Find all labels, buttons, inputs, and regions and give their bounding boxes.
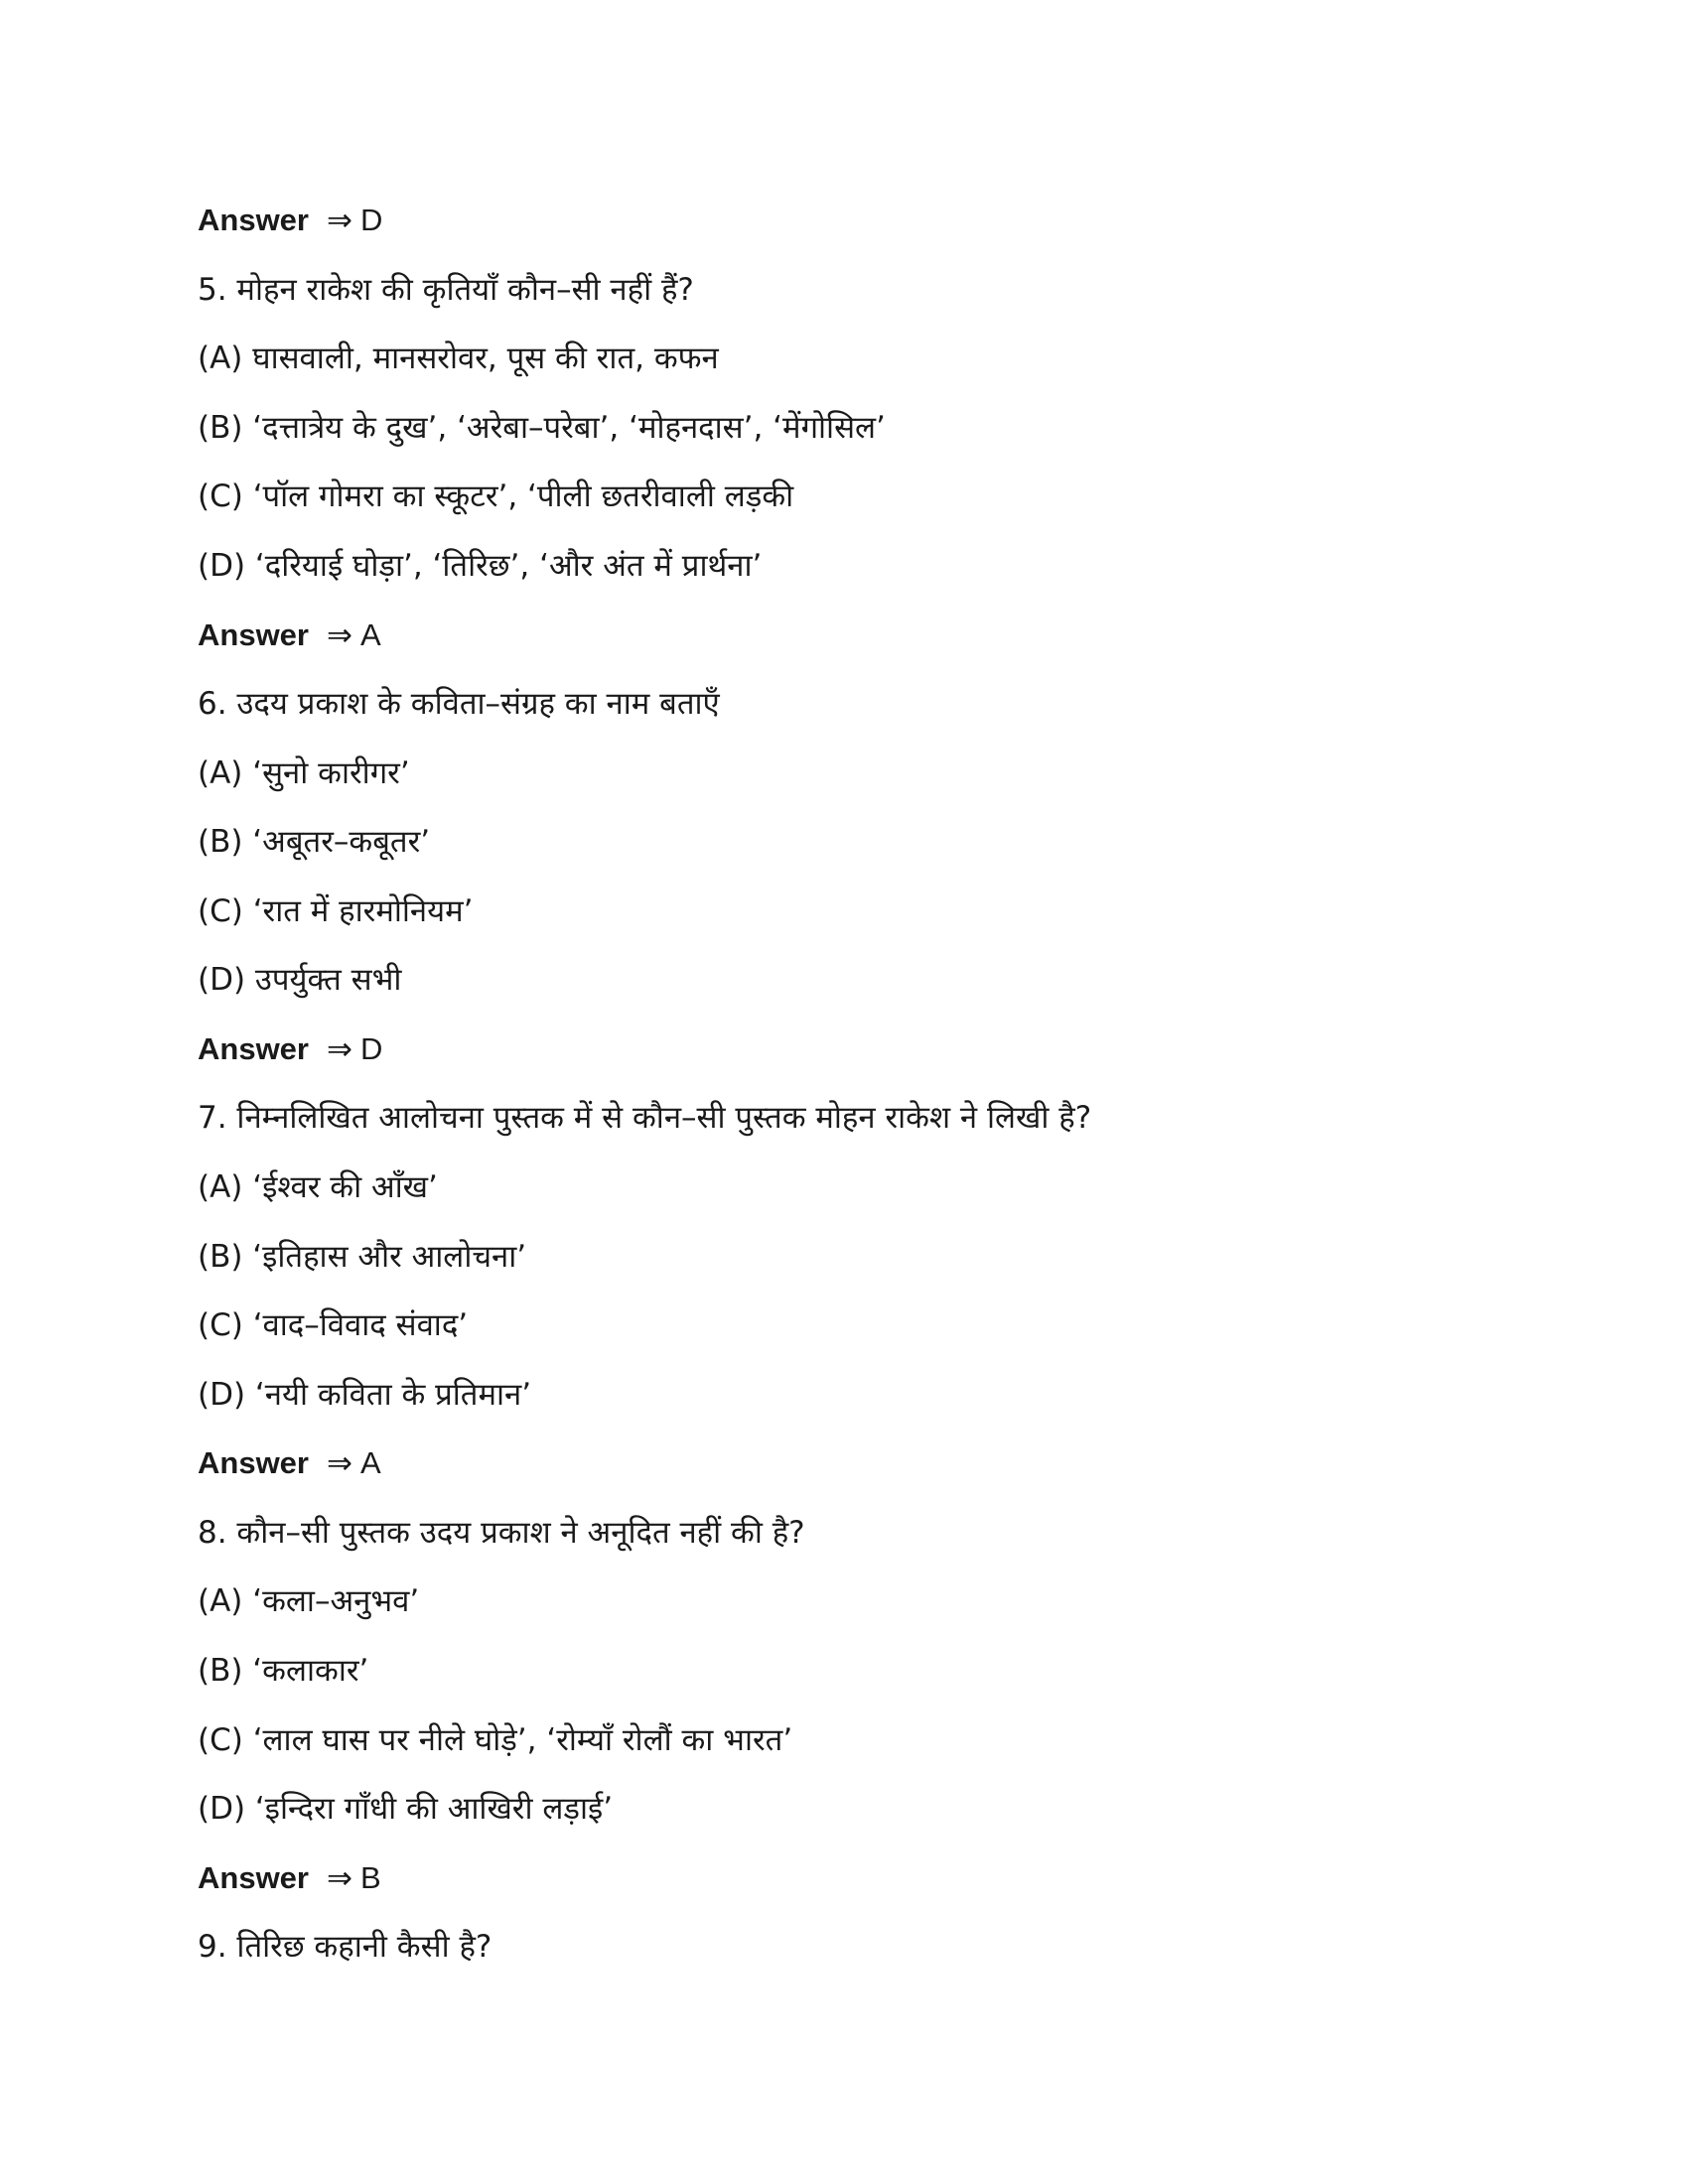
implies-arrow-icon: ⇒	[326, 1445, 352, 1481]
answer-label: Answer	[198, 1031, 309, 1066]
answer-line	[198, 1858, 381, 1898]
q8-option-c: (C) ‘लाल घास पर नीले घोड़े’, ‘रोम्याँ रोलौं का भारत’	[198, 1722, 793, 1758]
q7-option-c: (C) ‘वाद–विवाद संवाद’	[198, 1307, 469, 1343]
answer-label: Answer	[198, 203, 309, 237]
answer-label: Answer	[198, 617, 309, 652]
answer-value: D	[359, 1031, 383, 1066]
q5-option-b: (B) ‘दत्तात्रेय के दुख’, ‘अरेबा–परेबा’, ‘मोहनदास’, ‘मेंगोसिल’	[198, 410, 886, 446]
q6-option-a: (A) ‘सुनो कारीगर’	[198, 755, 410, 791]
implies-arrow-icon: ⇒	[326, 1860, 352, 1896]
answer-label: Answer	[198, 1445, 309, 1480]
answer-value: A	[359, 617, 381, 652]
implies-arrow-icon: ⇒	[326, 203, 352, 238]
question-9: 9. तिरिछ कहानी कैसी है?	[198, 1929, 492, 1965]
answer-label: Answer	[198, 1860, 309, 1895]
q7-option-a: (A) ‘ईश्वर की आँख’	[198, 1169, 438, 1205]
answer-line	[198, 201, 382, 240]
implies-arrow-icon: ⇒	[326, 617, 352, 653]
answer-line	[198, 615, 381, 655]
question-8: 8. कौन–सी पुस्तक उदय प्रकाश ने अनूदित नहीं की है?	[198, 1515, 805, 1551]
q6-option-d: (D) उपर्युक्त सभी	[198, 962, 402, 998]
answer-line	[198, 1443, 381, 1483]
q6-option-b: (B) ‘अबूतर–कबूतर’	[198, 824, 431, 860]
answer-value: D	[359, 203, 383, 237]
q8-option-b: (B) ‘कलाकार’	[198, 1653, 369, 1689]
answer-line	[198, 1029, 382, 1069]
q6-option-c: (C) ‘रात में हारमोनियम’	[198, 893, 474, 929]
q5-option-a: (A) घासवाली, मानसरोवर, पूस की रात, कफन	[198, 341, 719, 376]
q5-option-d: (D) ‘दरियाई घोड़ा’, ‘तिरिछ’, ‘और अंत में प्रार्थना’	[198, 548, 763, 584]
question-5: 5. मोहन राकेश की कृतियाँ कौन–सी नहीं हैं?	[198, 272, 694, 308]
implies-arrow-icon: ⇒	[326, 1031, 352, 1067]
question-6: 6. उदय प्रकाश के कविता–संग्रह का नाम बताएँ	[198, 686, 720, 722]
q7-option-b: (B) ‘इतिहास और आलोचना’	[198, 1239, 527, 1275]
question-7: 7. निम्नलिखित आलोचना पुस्तक में से कौन–सी पुस्तक मोहन राकेश ने लिखी है?	[198, 1100, 1092, 1136]
q5-option-c: (C) ‘पॉल गोमरा का स्कूटर’, ‘पीली छतरीवाली लड़की	[198, 478, 794, 514]
answer-value: A	[359, 1445, 381, 1480]
q7-option-d: (D) ‘नयी कविता के प्रतिमान’	[198, 1377, 532, 1413]
q8-option-d: (D) ‘इन्दिरा गाँधी की आखिरी लड़ाई’	[198, 1791, 614, 1827]
q8-option-a: (A) ‘कला–अनुभव’	[198, 1583, 420, 1619]
answer-value: B	[359, 1860, 381, 1895]
